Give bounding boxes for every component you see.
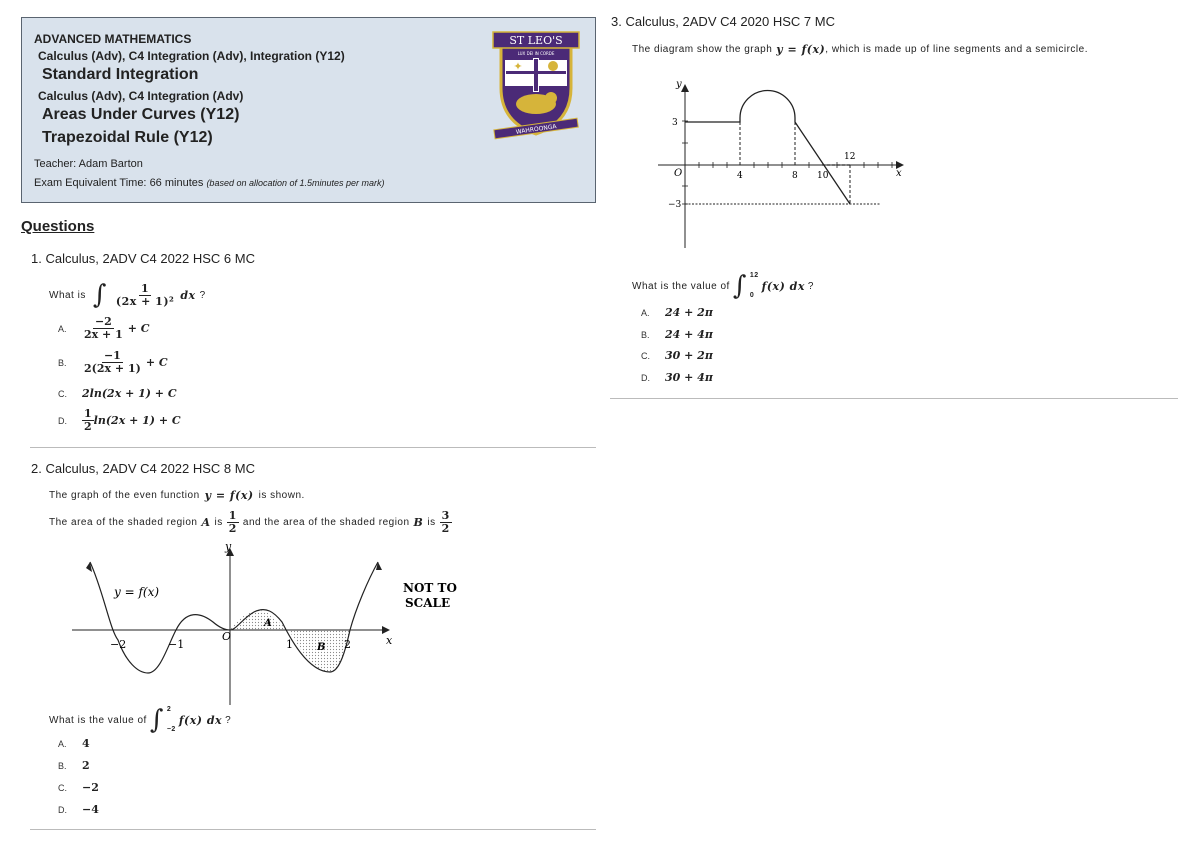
topic-line-2: Calculus (Adv), C4 Integration (Adv): [38, 89, 244, 103]
subject-title: ADVANCED MATHEMATICS: [34, 32, 192, 46]
not-to-scale-line-2: SCALE: [405, 596, 451, 610]
function-label: y = f(x): [776, 43, 826, 56]
question-1-prefix: What is: [49, 289, 86, 301]
tick-minus-1: −1: [168, 638, 185, 651]
exam-time-note: (based on allocation of 1.5minutes per mark): [206, 178, 385, 188]
svg-text:ST LEO'S: ST LEO'S: [509, 34, 563, 47]
q2-option-b[interactable]: B. 2: [58, 759, 90, 772]
svg-text:LUX DEI IN CORDE: LUX DEI IN CORDE: [517, 51, 555, 56]
question-3-question: What is the value of ∫ 12 0 f(x) dx ?: [632, 271, 814, 301]
tick-minus-2: −2: [110, 638, 127, 651]
topic-line-1: Calculus (Adv), C4 Integration (Adv), Integration (Y12): [38, 49, 345, 63]
x-tick-8: 8: [792, 171, 798, 181]
origin-label: O: [674, 168, 683, 179]
school-crest-logo: [491, 30, 581, 140]
question-1-integrand: $\frac{1}{\text{(2x + 1)²}}$: [115, 281, 175, 308]
q1-option-b[interactable]: B. $\frac{-1}{2(2x + 1)}$ + C: [58, 349, 168, 375]
header-box: [21, 17, 596, 203]
q1-option-c[interactable]: C. 2ln(2x + 1) + C: [58, 387, 177, 400]
question-2-line-2: The area of the shaded region A is $\frac{1}{2}$ and the area of the shaded region B is $\frac{3}{2}$: [49, 509, 450, 535]
tick-2: 2: [344, 638, 351, 651]
svg-text:WAHROONGA: WAHROONGA: [515, 123, 558, 136]
integral-sign-icon: ∫: [92, 280, 107, 310]
integral-sign-icon: ∫: [149, 705, 164, 735]
subtopic-trapezoidal-rule: Trapezoidal Rule (Y12): [42, 129, 213, 146]
question-1-prompt: What is ∫ $\frac{1}{\text{(2x + 1)²}}$ dx ?: [49, 280, 206, 310]
graph-func-label: y = f(x): [114, 585, 160, 599]
region-a-label: A: [264, 618, 272, 629]
teacher-name: Adam Barton: [78, 158, 143, 170]
q3-option-c[interactable]: C. 30 + 2π: [641, 349, 713, 362]
divider: [30, 829, 596, 830]
q1-option-d[interactable]: D. $\frac{1}{2}$ ln(2x + 1) + C: [58, 407, 181, 433]
question-3-graph: [650, 78, 910, 250]
question-2-question: What is the value of ∫ 2 −2 f(x) dx ?: [49, 705, 232, 735]
q1-option-a[interactable]: A. $\frac{-2}{2x + 1}$ + C: [58, 315, 150, 341]
question-1-heading: 1. Calculus, 2ADV C4 2022 HSC 6 MC: [31, 251, 255, 266]
question-2-line-1: The graph of the even function y = f(x) is shown.: [49, 489, 305, 502]
region-b-label: B: [317, 642, 326, 653]
subtopic-standard-integration: Standard Integration: [42, 66, 199, 83]
question-2-heading: 2. Calculus, 2ADV C4 2022 HSC 8 MC: [31, 461, 255, 476]
x-axis-label: x: [896, 168, 902, 179]
x-tick-12: 12: [844, 152, 856, 162]
exam-time-label: Exam Equivalent Time:: [34, 177, 147, 189]
teacher-line: [34, 158, 143, 170]
y-tick-minus-3: −3: [668, 200, 682, 210]
q2-option-d[interactable]: D. −4: [58, 803, 99, 816]
not-to-scale-line-1: NOT TO: [403, 581, 457, 595]
y-tick-3: 3: [672, 118, 678, 128]
svg-text:✦: ✦: [513, 61, 523, 73]
piecewise-function: [685, 91, 850, 204]
function-label: y = f(x): [204, 489, 254, 502]
y-axis-arrow-icon: [681, 84, 689, 92]
q2-option-c[interactable]: C. −2: [58, 781, 99, 794]
q3-option-d[interactable]: D. 30 + 4π: [641, 371, 713, 384]
q3-option-b[interactable]: B. 24 + 4π: [641, 328, 713, 341]
y-axis-label: y: [676, 79, 682, 90]
exam-time-line: [34, 177, 385, 189]
questions-title: Questions: [21, 218, 95, 235]
x-tick-10: 10: [817, 171, 829, 181]
q3-option-a[interactable]: A. 24 + 2π: [641, 306, 713, 319]
question-3-prompt: The diagram show the graph y = f(x) , which is made up of line segments and a semicircle.: [632, 43, 1088, 56]
tick-1: 1: [286, 638, 293, 651]
q2-option-a[interactable]: A. 4: [58, 737, 90, 750]
question-1-dx: dx: [180, 288, 196, 302]
question-3-heading: 3. Calculus, 2ADV C4 2020 HSC 7 MC: [611, 14, 835, 29]
question-2-graph: [68, 540, 457, 710]
divider: [30, 447, 596, 448]
exam-time-value: 66 minutes: [149, 177, 204, 189]
origin-label: O: [222, 630, 232, 643]
subtopic-areas-under-curves: Areas Under Curves (Y12): [42, 106, 240, 123]
divider: [610, 398, 1178, 399]
y-axis-label: y: [225, 540, 232, 553]
integral-sign-icon: ∫: [732, 271, 747, 301]
teacher-label: Teacher:: [34, 158, 77, 170]
x-axis-label: x: [386, 634, 393, 647]
x-axis-arrow-icon: [382, 626, 390, 634]
x-tick-4: 4: [737, 171, 743, 181]
